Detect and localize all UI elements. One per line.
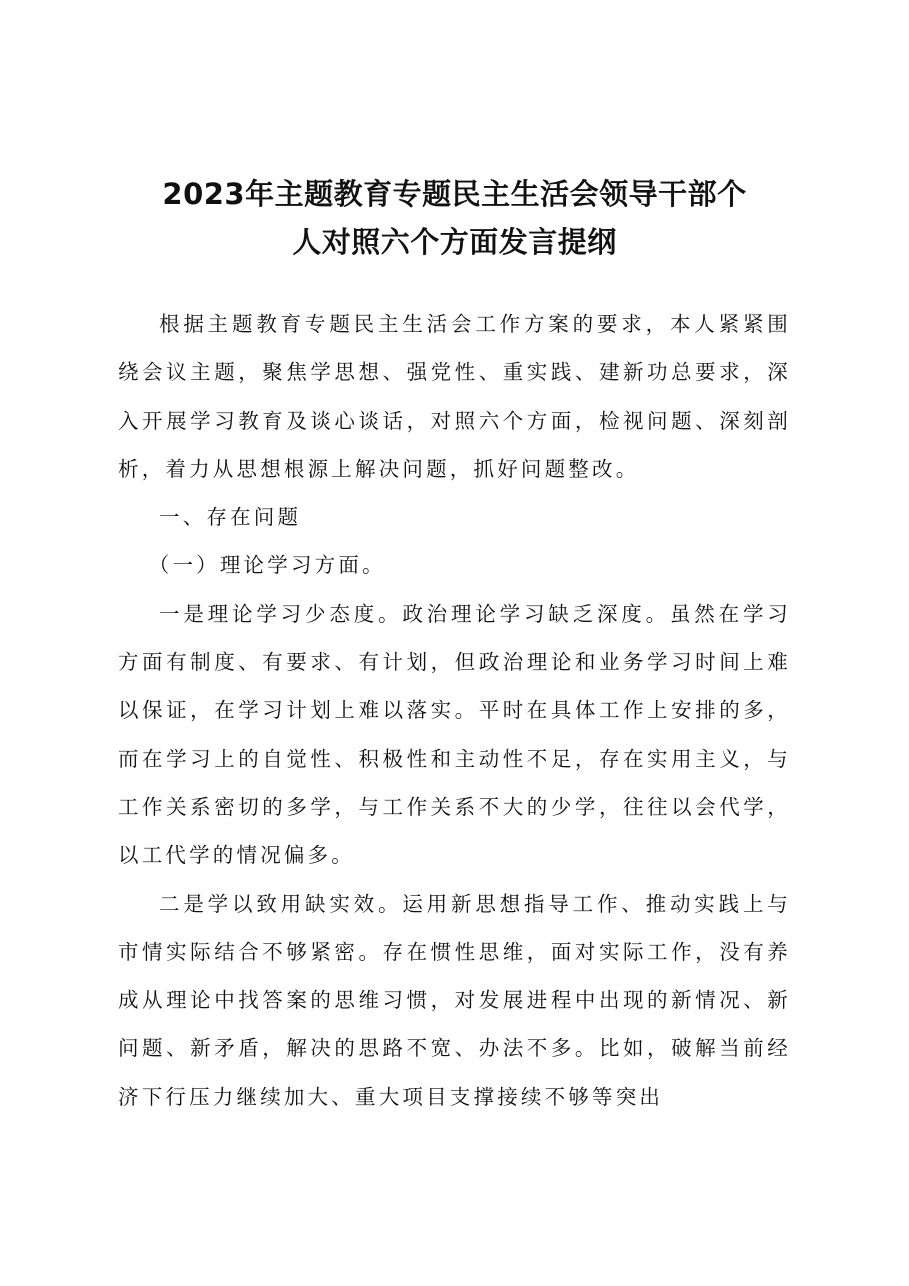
section-heading-problems: 一、存在问题: [159, 505, 302, 530]
title-line-1: 2023年主题教育专题民主生活会领导干部个: [162, 177, 747, 211]
point-paragraph-1: 一是理论学习少态度。政治理论学习缺乏深度。虽然在学习方面有制度、有要求、有计划，但政治理论和业务学习时间上难以保证，在学习计划上难以落实。平时在具体工作上安排的多，而在学习上的自觉性、积极性和主动性不足，存在实用主义，与工作关系密切的多学，与工作关系不大的少学，往往以会代学，以工代学的情况偏多。: [118, 601, 791, 868]
intro-paragraph: 根据主题教育专题民主生活会工作方案的要求，本人紧紧围绕会议主题，聚焦学思想、强党性、重实践、建新功总要求，深入开展学习教育及谈心谈话，对照六个方面，检视问题、深刻剖析，着力从思想根源上解决问题，抓好问题整改。: [118, 312, 791, 481]
subsection-heading-theory: （一）理论学习方面。: [148, 553, 386, 578]
document-title: [118, 170, 791, 266]
point-paragraph-2: 二是学以致用缺实效。运用新思想指导工作、推动实践上与市情实际结合不够紧密。存在惯性思维，面对实际工作，没有养成从理论中找答案的思维习惯，对发展进程中出现的新情况、新问题、新矛盾，解决的思路不宽、办法不多。比如，破解当前经济下行压力继续加大、重大项目支撑接续不够等突出: [118, 891, 791, 1109]
document-body: [118, 300, 791, 1121]
title-line-2: 人对照六个方面发言提纲: [292, 225, 617, 259]
